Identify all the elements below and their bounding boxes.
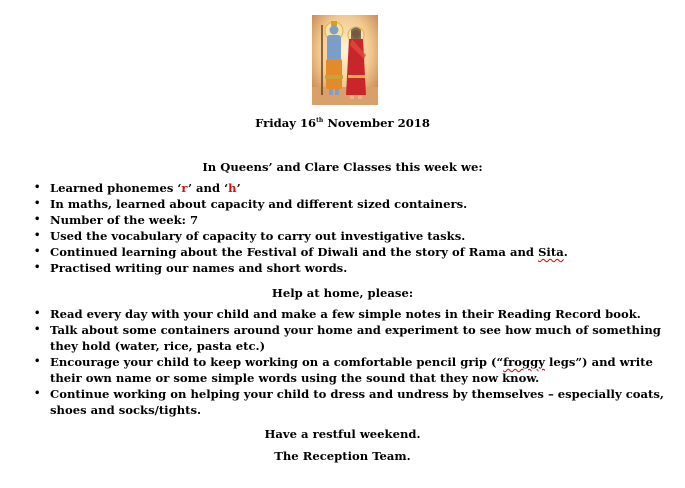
week-learning-list	[30, 180, 675, 276]
list-item	[30, 244, 675, 260]
item-text: .	[563, 245, 568, 259]
list-item	[30, 354, 675, 386]
item-text: Used the vocabulary of capacity to carry out investigative tasks.	[50, 229, 466, 243]
bullet-icon: •	[34, 356, 41, 367]
item-text: legs”) and write their own name or some simple words using the sound that they now know.	[50, 355, 653, 385]
bullet-icon: •	[34, 246, 41, 257]
list-item	[30, 212, 675, 228]
help-at-home-list	[30, 306, 675, 418]
spellcheck-word-froggy: froggy	[503, 355, 545, 369]
newsletter-date	[0, 116, 685, 130]
item-text: Number of the week: 7	[50, 213, 199, 227]
phoneme-h: h	[228, 181, 237, 195]
item-text: Continued learning about the Festival of Diwali and the story of Rama and	[50, 245, 539, 259]
list-item	[30, 260, 675, 276]
week-intro-heading: In Queens’ and Clare Classes this week we:	[202, 160, 483, 174]
date-prefix: Friday 16	[255, 116, 317, 130]
bullet-icon: •	[34, 214, 41, 225]
phoneme-r: r	[181, 181, 188, 195]
list-item	[30, 322, 675, 354]
rama-sita-picture	[312, 15, 378, 105]
spellcheck-word-sita: Sita	[538, 245, 564, 259]
list-item	[30, 228, 675, 244]
list-item	[30, 386, 675, 418]
closing-message: Have a restful weekend.	[264, 427, 421, 441]
help-at-home-heading: Help at home, please:	[271, 286, 414, 300]
item-text: Practised writing our names and short words.	[50, 261, 348, 275]
list-item	[30, 306, 675, 322]
list-item	[30, 196, 675, 212]
bullet-icon: •	[34, 324, 41, 335]
item-text: ’ and ‘	[187, 181, 229, 195]
bullet-icon: •	[34, 230, 41, 241]
bullet-icon: •	[34, 308, 41, 319]
signature-line: The Reception Team.	[274, 449, 411, 463]
item-text: Read every day with your child and make a few simple notes in their Reading Record book.	[50, 307, 641, 321]
item-text: Learned phonemes ‘	[50, 181, 182, 195]
item-text: Talk about some containers around your home and experiment to see how much of something they hold (water, rice, pasta etc.)	[50, 323, 661, 353]
date-ordinal-suffix: th	[316, 117, 324, 124]
date-rest: November 2018	[323, 116, 430, 130]
item-text: Encourage your child to keep working on a comfortable pencil grip (“	[50, 355, 504, 369]
bullet-icon: •	[34, 182, 41, 193]
item-text: Continue working on helping your child to dress and undress by themselves – especially coats, shoes and socks/tights.	[50, 387, 664, 417]
bullet-icon: •	[34, 198, 41, 209]
item-text: In maths, learned about capacity and different sized containers.	[50, 197, 468, 211]
bullet-icon: •	[34, 388, 41, 399]
list-item	[30, 180, 675, 196]
bullet-icon: •	[34, 262, 41, 273]
item-text: ’	[236, 181, 241, 195]
